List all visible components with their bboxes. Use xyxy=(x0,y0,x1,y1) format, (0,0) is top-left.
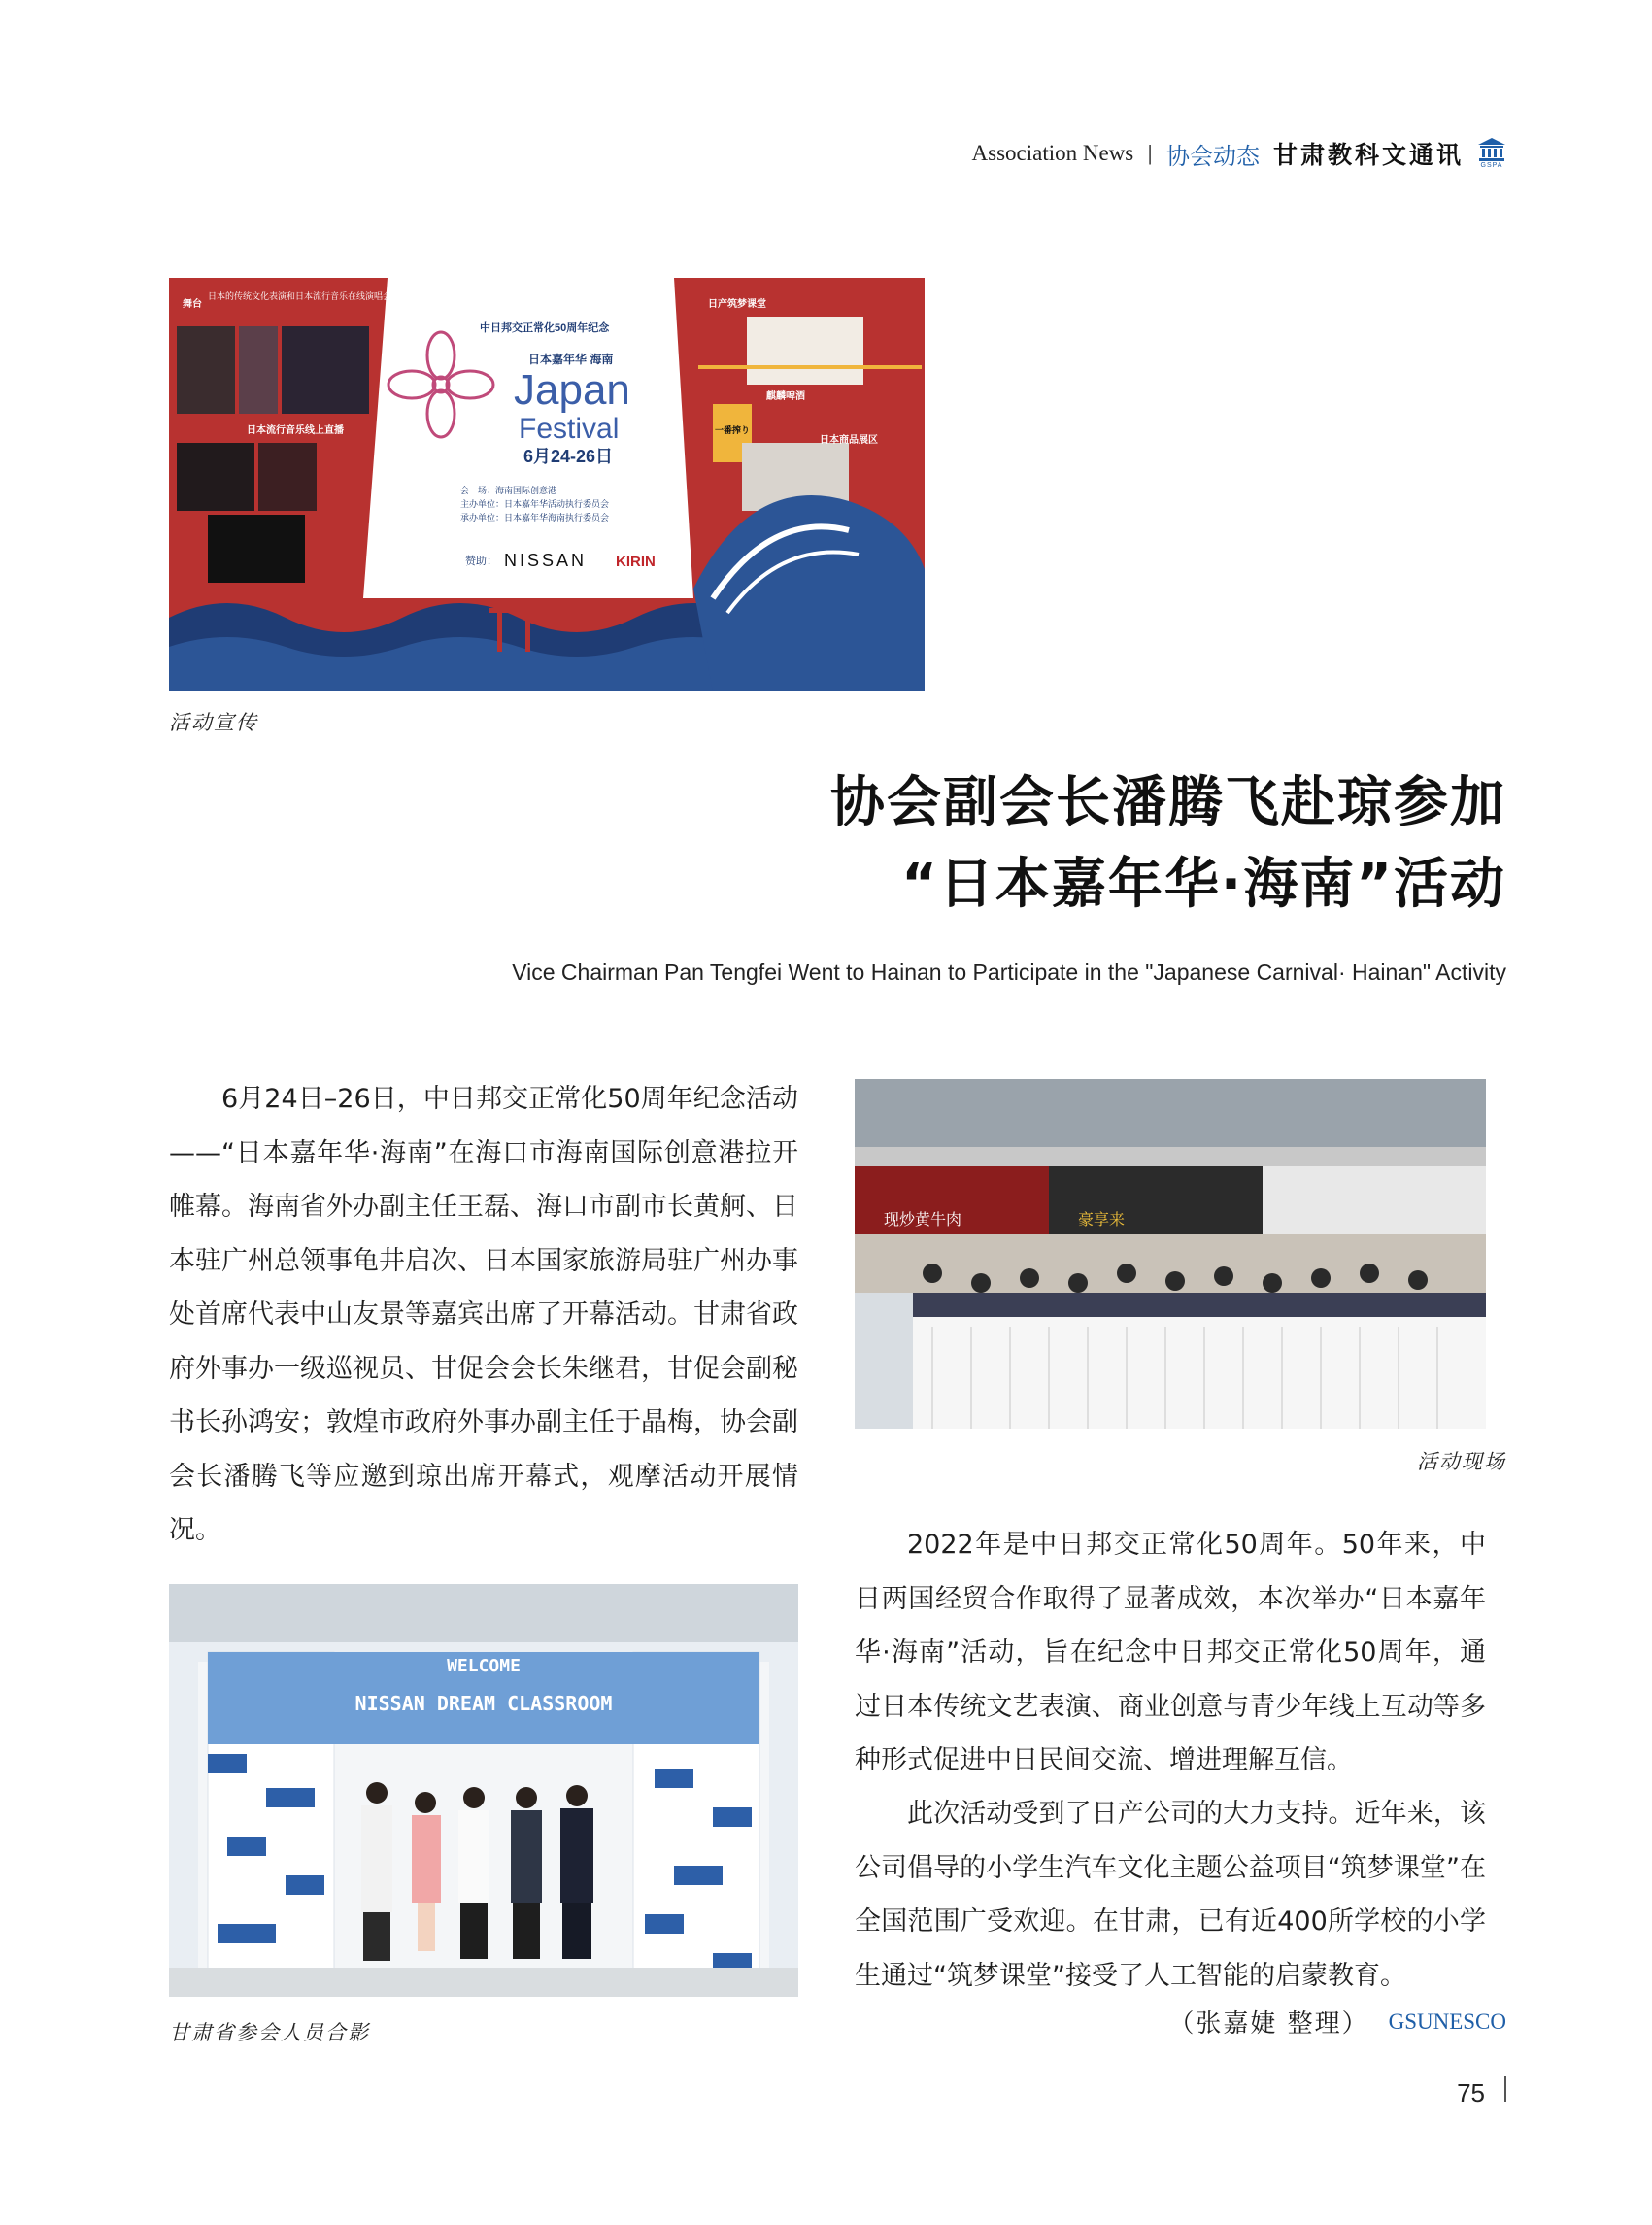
festival-poster xyxy=(169,278,925,691)
section-en: Association News xyxy=(971,141,1134,165)
caption-poster: 活动宣传 xyxy=(169,711,258,734)
editor-credit: （张嘉婕 整理） xyxy=(1168,2009,1369,2039)
poster-japan: Japan xyxy=(514,366,630,414)
page-number: 75 xyxy=(1457,2078,1485,2107)
poster-right-2: 麒麟啤酒 xyxy=(766,391,805,402)
poster-live-label: 日本流行音乐线上直播 xyxy=(247,425,344,436)
poster-dates: 6月24-26日 xyxy=(523,447,614,466)
poster-venue: 会 场：海南国际创意港 xyxy=(460,486,557,495)
scene-photo xyxy=(855,1079,1486,1429)
poster-kirin-can: 一番搾り xyxy=(715,425,751,435)
group-photo xyxy=(169,1584,798,1997)
poster-sponsor-kirin: KIRIN xyxy=(616,554,656,570)
temple-icon xyxy=(1477,137,1506,162)
magazine-logo xyxy=(1477,137,1506,170)
article-title-line-1: 协会副会长潘腾飞赴琼参加 xyxy=(830,771,1506,834)
paragraph-2: 2022年是中日邦交正常化50周年。50年来，中日两国经贸合作取得了显著成效，本次举办“日本嘉年华·海南”活动，旨在纪念中日邦交正常化50周年，通过日本传统文艺表演、商业创意与青少年线上互动等多种形式促进中日民间交流、增进理解互信。 xyxy=(855,1530,1486,1775)
poster-right-3: 日本商品展区 xyxy=(820,435,878,446)
poster-organizer: 承办单位：日本嘉年华海南执行委员会 xyxy=(460,513,610,523)
running-header xyxy=(972,136,1506,171)
poster-right-1: 日产筑梦课堂 xyxy=(708,299,766,310)
poster-sponsor-nissan: NISSAN xyxy=(504,551,588,570)
poster-sponsor-label: 赞助： xyxy=(465,556,497,567)
logo-text: GSPA xyxy=(1480,162,1503,169)
magazine-name: 甘肃教科文通讯 xyxy=(1272,141,1464,169)
gsunesco-tag: GSUNESCO xyxy=(1388,2008,1506,2034)
poster-festival: Festival xyxy=(519,413,620,445)
header-separator: | xyxy=(1147,141,1153,165)
credit-line xyxy=(1168,2004,1506,2040)
paragraph-1: 6月24日–26日，中日邦交正常化50周年纪念活动——“日本嘉年华·海南”在海口市海南国际创意港拉开帷幕。海南省外办副主任王磊、海口市副市长黄舸、日本驻广州总领事龟井启次、日本国家旅游局驻广州办事处首席代表中山友景等嘉宾出席了开幕活动。甘肃省政府外事办一级巡视员、甘促会会长朱继君，甘促会副秘书长孙鸿安；敦煌市政府外事办副主任于晶梅，协会副会长潘腾飞等应邀到琼出席开幕式，观摩活动开展情况。 xyxy=(169,1084,798,1545)
page-number-bar xyxy=(1504,2076,1506,2102)
caption-group: 甘肃省参会人员合影 xyxy=(169,2021,370,2044)
poster-stage-label: 舞台 xyxy=(183,299,202,310)
article-title-english: Vice Chairman Pan Tengfei Went to Hainan to Participate in the "Japanese Carnival· Hainan" Activity xyxy=(512,960,1506,985)
paragraph-3: 此次活动受到了日产公司的大力支持。近年来，该公司倡导的小学生汽车文化主题公益项目“筑梦课堂”在全国范围广受欢迎。在甘肃，已有近400所学校的小学生通过“筑梦课堂”接受了人工智能的启蒙教育。 xyxy=(855,1799,1486,1991)
group-welcome-sign: WELCOME xyxy=(447,1656,521,1676)
section-cn: 协会动态 xyxy=(1165,142,1260,170)
caption-scene: 活动现场 xyxy=(1417,1450,1506,1473)
article-title-line-2: “日本嘉年华·海南”活动 xyxy=(901,853,1506,916)
poster-center-sub: 日本嘉年华 海南 xyxy=(528,353,614,366)
poster-center-top: 中日邦交正常化50周年纪念 xyxy=(480,322,610,334)
scene-sign-2: 豪享来 xyxy=(1078,1210,1126,1229)
poster-host: 主办单位：日本嘉年华活动执行委员会 xyxy=(460,499,610,509)
scene-sign-1: 现炒黄牛肉 xyxy=(884,1210,962,1229)
poster-left-title: 日本的传统文化表演和日本流行音乐在线演唱会等着您邀请 xyxy=(208,291,436,301)
group-classroom-sign: NISSAN DREAM CLASSROOM xyxy=(354,1692,613,1715)
